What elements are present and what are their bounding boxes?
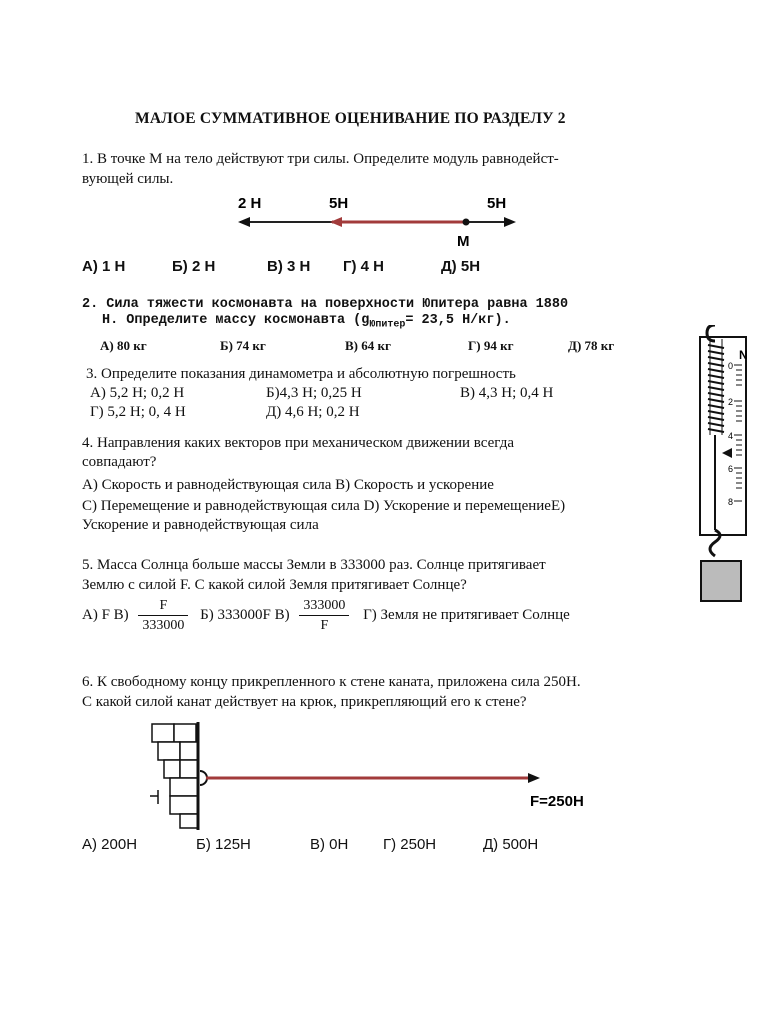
q1-text-line1: 1. В точке М на тело действуют три силы. Определите модуль равнодейст- (82, 151, 559, 167)
q2-text-line1: 2. Сила тяжести космонавта на поверхности Юпитера равна 1880 (82, 297, 569, 312)
q2-option-c: В) 64 кг (345, 338, 391, 353)
q4-line5: Ускорение и равнодействующая сила (82, 517, 319, 533)
q6-option-b: Б) 125Н (196, 836, 251, 853)
q1-left-arrowhead (238, 217, 250, 227)
q6-option-c: В) 0Н (310, 836, 349, 853)
dynamometer-weight (701, 561, 741, 601)
q6-option-e: Д) 500Н (483, 836, 539, 853)
q5-fraction-1: $\frac{F}{333000}$ (138, 596, 188, 635)
q5-option-a: А) F В) (82, 606, 129, 623)
q1-option-b: Б) 2 Н (172, 258, 216, 275)
q2-option-b: Б) 74 кг (220, 338, 266, 353)
q1-middle-arrowhead (330, 217, 342, 227)
q5-options (82, 596, 570, 635)
q1-option-a: А) 1 Н (82, 258, 126, 275)
q2-text-line2: Н. Определите массу космонавта ($g_{Юпитер}= 23,5$ Н/кг). (102, 313, 511, 331)
q5-fraction-2: $\frac{333000}{F}$ (299, 596, 349, 635)
q6-hook (200, 771, 207, 785)
q1-point-m (463, 219, 470, 226)
q6-force-arrowhead (528, 773, 540, 783)
q2-option-e: Д) 78 кг (568, 338, 615, 353)
q3-option-a: А) 5,2 Н; 0,2 Н (90, 385, 185, 401)
q3-option-d: Г) 5,2 Н; 0, 4 Н (90, 404, 186, 420)
q2-option-a: А) 80 кг (100, 338, 147, 353)
page-title: МАЛОЕ СУММАТИВНОЕ ОЦЕНИВАНИЕ ПО РАЗДЕЛУ 2 (135, 110, 566, 127)
q6-force-label: F=250H (530, 793, 584, 810)
q1-option-d: Г) 4 Н (343, 258, 385, 275)
q1-right-arrowhead (504, 217, 516, 227)
dynamometer-label-2: 2 (728, 397, 734, 407)
q1-right-force-label: 5Н (487, 195, 507, 212)
dynamometer (692, 325, 758, 610)
q6-text-line2: С какой силой канат действует на крюк, прикрепляющий его к стене? (82, 694, 527, 710)
q2-option-d: Г) 94 кг (468, 338, 514, 353)
q3-option-c: В) 4,3 Н; 0,4 Н (460, 385, 554, 401)
q5-option-b: Б) 333000F В) (200, 606, 290, 623)
q1-force-diagram (220, 190, 530, 250)
dynamometer-label-6: 6 (728, 464, 734, 474)
q6-rope-diagram (140, 720, 620, 835)
q3-option-e: Д) 4,6 Н; 0,2 Н (266, 404, 360, 420)
q3-option-b: Б)4,3 Н; 0,25 Н (266, 385, 362, 401)
q2-g-subscript: Юпитер (369, 319, 406, 331)
q6-option-a: А) 200Н (82, 836, 138, 853)
q1-option-c: В) 3 Н (267, 258, 311, 275)
q6-option-d: Г) 250Н (383, 836, 437, 853)
q3-text: 3. Определите показания динамометра и абсолютную погрешность (86, 366, 516, 382)
q5-text-line1: 5. Масса Солнца больше массы Земли в 333000 раз. Солнце притягивает (82, 557, 546, 573)
q6-text-line1: 6. К свободному концу прикрепленного к стене каната, приложена сила 250Н. (82, 674, 581, 690)
dynamometer-label-4: 4 (728, 431, 734, 441)
q1-point-label: М (457, 233, 470, 250)
q4-line1: 4. Направления каких векторов при механическом движении всегда (82, 435, 514, 451)
q4-line2: совпадают? (82, 454, 157, 470)
q1-middle-force-label: 5Н (329, 195, 349, 212)
dynamometer-label-0: 0 (728, 361, 734, 371)
q4-line3: А) Скорость и равнодействующая сила В) Скорость и ускорение (82, 477, 494, 493)
q4-line4: С) Перемещение и равнодействующая сила D) Ускорение и перемещениеЕ) (82, 498, 566, 514)
q1-left-force-label: 2 Н (238, 195, 262, 212)
q6-brick-wall (152, 724, 198, 828)
dynamometer-label-8: 8 (728, 497, 734, 507)
dynamometer-unit: N (739, 348, 748, 362)
q5-text-line2: Землю с силой F. С какой силой Земля притягивает Солнце? (82, 577, 467, 593)
q5-option-g: Г) Земля не притягивает Солнце (363, 606, 570, 623)
q1-text-line2: вующей силы. (82, 171, 174, 187)
q1-option-e: Д) 5Н (441, 258, 481, 275)
